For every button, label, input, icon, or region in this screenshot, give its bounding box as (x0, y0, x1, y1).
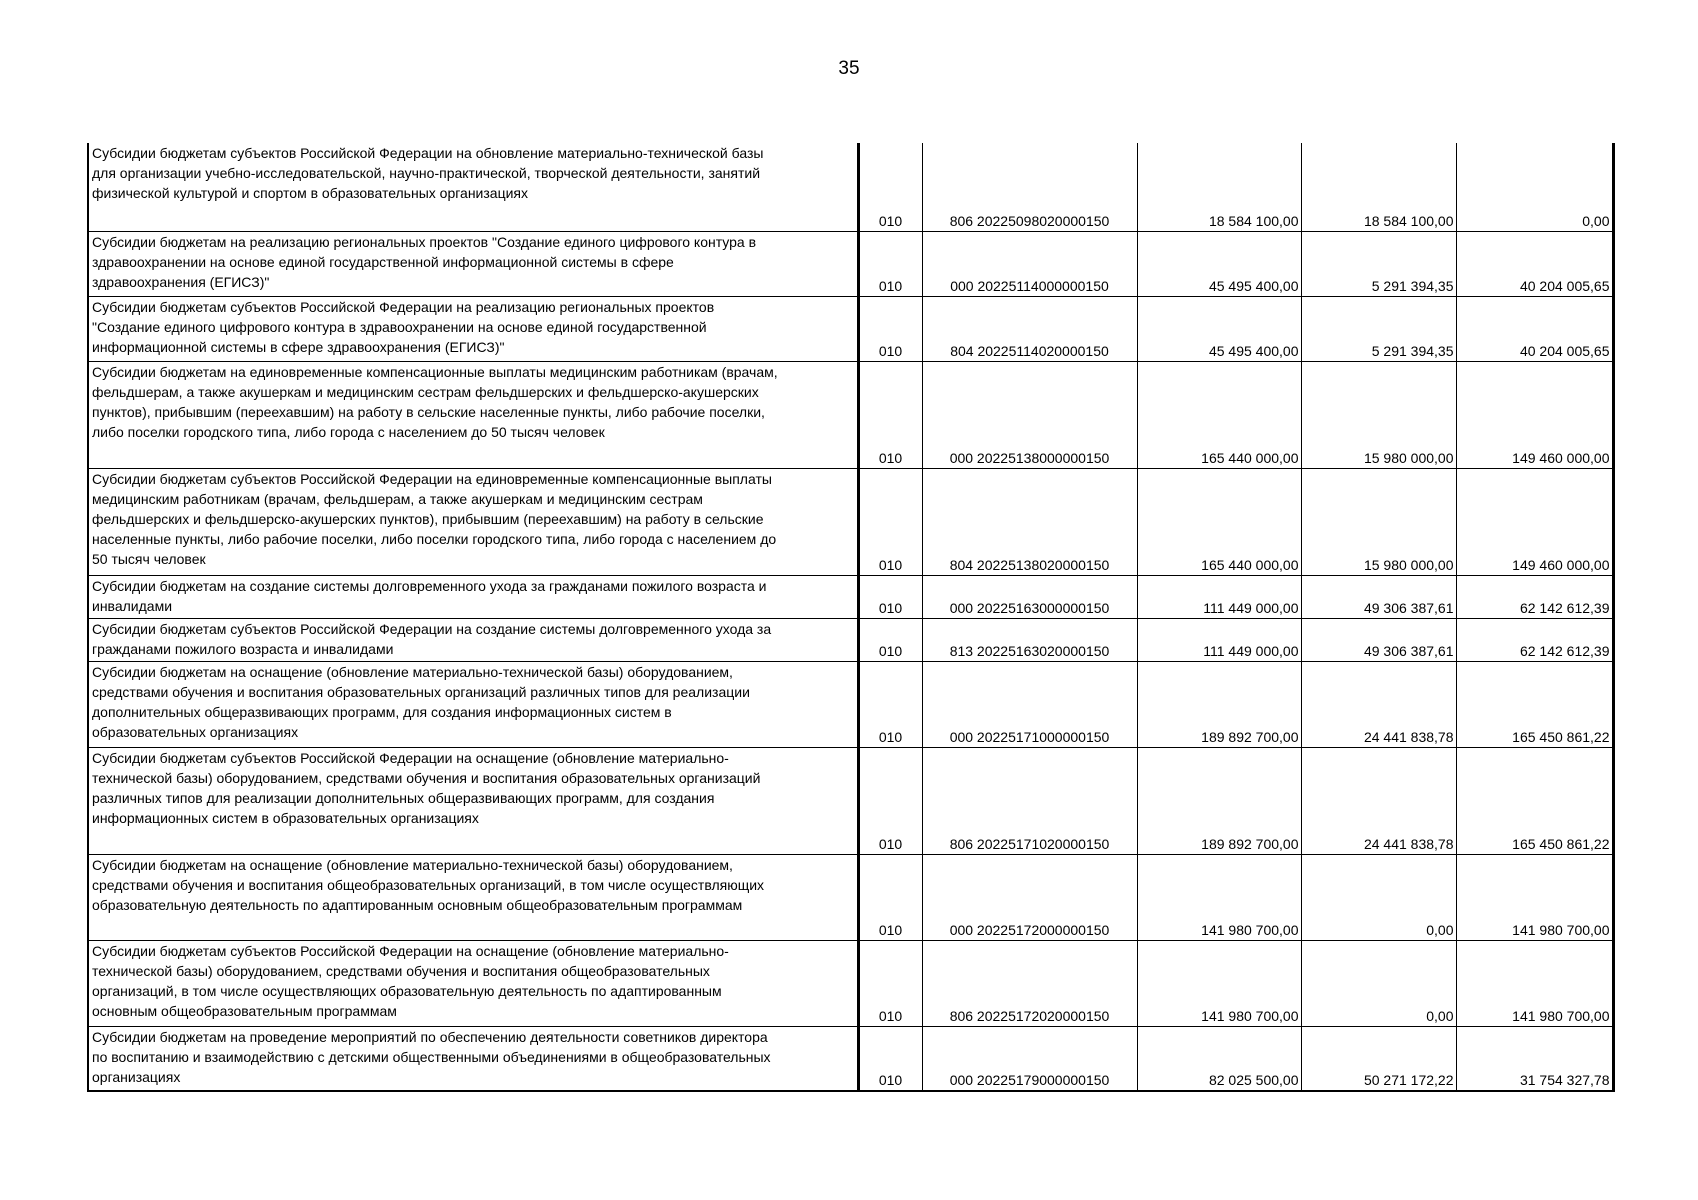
row-line-code: 010 (858, 940, 922, 1026)
table-row (88, 361, 1613, 468)
row-approved-amount: 141 980 700,00 (1137, 940, 1301, 1026)
row-line-code: 010 (858, 854, 922, 940)
row-executed-amount: 49 306 387,61 (1301, 575, 1456, 618)
row-executed-amount: 15 980 000,00 (1301, 361, 1456, 468)
row-description: Субсидии бюджетам на реализацию региональных проектов "Создание единого цифрового контура в здравоохранении на основе единой государственной информационной системы в сфере здравоохранения (ЕГИСЗ)" (88, 231, 858, 296)
row-budget-code: 000 20225179000000150 (922, 1026, 1137, 1091)
row-approved-amount: 189 892 700,00 (1137, 661, 1301, 747)
row-description: Субсидии бюджетам на оснащение (обновление материально-технической базы) оборудованием, средствами обучения и воспитания образовательных организаций различных типов для реализации дополнительных общеразвивающих программ, для создания информационных систем в образовательных организациях (88, 661, 858, 747)
row-approved-amount: 165 440 000,00 (1137, 361, 1301, 468)
table-row (88, 1026, 1613, 1091)
row-executed-amount: 5 291 394,35 (1301, 296, 1456, 361)
row-budget-code: 806 20225098020000150 (922, 143, 1137, 231)
row-budget-code: 000 20225138000000150 (922, 361, 1137, 468)
row-description: Субсидии бюджетам субъектов Российской Федерации на оснащение (обновление материально- технической базы) оборудованием, средствами обучения и воспитания общеобразовательных организаций, в том числе осуществляющих образовательную деятельность по адаптированным основным общеобразовательным программам (88, 940, 858, 1026)
row-approved-amount: 111 449 000,00 (1137, 618, 1301, 661)
row-executed-amount: 5 291 394,35 (1301, 231, 1456, 296)
row-unexecuted-amount: 40 204 005,65 (1456, 231, 1613, 296)
table-row (88, 618, 1613, 661)
row-budget-code: 806 20225171020000150 (922, 747, 1137, 854)
table-row (88, 231, 1613, 296)
row-unexecuted-amount: 165 450 861,22 (1456, 747, 1613, 854)
row-unexecuted-amount: 149 460 000,00 (1456, 361, 1613, 468)
row-unexecuted-amount: 141 980 700,00 (1456, 940, 1613, 1026)
row-unexecuted-amount: 165 450 861,22 (1456, 661, 1613, 747)
row-line-code: 010 (858, 1026, 922, 1091)
row-approved-amount: 82 025 500,00 (1137, 1026, 1301, 1091)
row-line-code: 010 (858, 296, 922, 361)
row-budget-code: 000 20225114000000150 (922, 231, 1137, 296)
row-budget-code: 813 20225163020000150 (922, 618, 1137, 661)
row-executed-amount: 0,00 (1301, 940, 1456, 1026)
row-approved-amount: 45 495 400,00 (1137, 296, 1301, 361)
table-row (88, 854, 1613, 940)
row-unexecuted-amount: 0,00 (1456, 143, 1613, 231)
row-executed-amount: 24 441 838,78 (1301, 661, 1456, 747)
row-budget-code: 000 20225171000000150 (922, 661, 1137, 747)
row-unexecuted-amount: 141 980 700,00 (1456, 854, 1613, 940)
row-executed-amount: 0,00 (1301, 854, 1456, 940)
table-row (88, 575, 1613, 618)
row-line-code: 010 (858, 575, 922, 618)
row-budget-code: 000 20225172000000150 (922, 854, 1137, 940)
row-description: Субсидии бюджетам на единовременные компенсационные выплаты медицинским работникам (врачам, фельдшерам, а также акушеркам и медицинским сестрам фельдшерских и фельдшерско-акушерских пунктов), прибывшим (переехавшим) на работу в сельские населенные пункты, либо рабочие поселки, либо поселки городского типа, либо города с населением до 50 тысяч человек (88, 361, 858, 468)
table-row (88, 296, 1613, 361)
row-unexecuted-amount: 31 754 327,78 (1456, 1026, 1613, 1091)
table-row (88, 468, 1613, 575)
row-unexecuted-amount: 40 204 005,65 (1456, 296, 1613, 361)
row-executed-amount: 24 441 838,78 (1301, 747, 1456, 854)
page-number: 35 (838, 58, 860, 79)
row-approved-amount: 165 440 000,00 (1137, 468, 1301, 575)
row-description: Субсидии бюджетам на создание системы долговременного ухода за гражданами пожилого возраста и инвалидами (88, 575, 858, 618)
row-executed-amount: 18 584 100,00 (1301, 143, 1456, 231)
row-description: Субсидии бюджетам субъектов Российской Федерации на единовременные компенсационные выплаты медицинским работникам (врачам, фельдшерам, а также акушеркам и медицинским сестрам фельдшерских и фельдшерско-акушерских пунктов), прибывшим (переехавшим) на работу в сельские населенные пункты, либо рабочие поселки, либо поселки городского типа, либо города с населением до 50 тысяч человек (88, 468, 858, 575)
row-line-code: 010 (858, 361, 922, 468)
row-unexecuted-amount: 62 142 612,39 (1456, 618, 1613, 661)
row-executed-amount: 15 980 000,00 (1301, 468, 1456, 575)
row-unexecuted-amount: 62 142 612,39 (1456, 575, 1613, 618)
row-description: Субсидии бюджетам субъектов Российской Федерации на реализацию региональных проектов "Создание единого цифрового контура в здравоохранении на основе единой государственной информационной системы в сфере здравоохранения (ЕГИСЗ)" (88, 296, 858, 361)
report-table (87, 143, 1615, 1092)
row-description: Субсидии бюджетам на проведение мероприятий по обеспечению деятельности советников директора по воспитанию и взаимодействию с детскими общественными объединениями в общеобразовательных организациях (88, 1026, 858, 1091)
row-description: Субсидии бюджетам субъектов Российской Федерации на создание системы долговременного ухода за гражданами пожилого возраста и инвалидами (88, 618, 858, 661)
row-line-code: 010 (858, 661, 922, 747)
row-budget-code: 804 20225114020000150 (922, 296, 1137, 361)
row-description: Субсидии бюджетам субъектов Российской Федерации на оснащение (обновление материально- технической базы) оборудованием, средствами обучения и воспитания образовательных организаций различных типов для реализации дополнительных общеразвивающих программ, для создания информационных систем в образовательных организациях (88, 747, 858, 854)
row-approved-amount: 189 892 700,00 (1137, 747, 1301, 854)
row-description: Субсидии бюджетам на оснащение (обновление материально-технической базы) оборудованием, средствами обучения и воспитания общеобразовательных организаций, в том числе осуществляющих образовательную деятельность по адаптированным основным общеобразовательным программам (88, 854, 858, 940)
table-row (88, 747, 1613, 854)
row-description: Субсидии бюджетам субъектов Российской Федерации на обновление материально-технической базы для организации учебно-исследовательской, научно-практической, творческой деятельности, занятий физической культурой и спортом в образовательных организациях (88, 143, 858, 231)
row-executed-amount: 50 271 172,22 (1301, 1026, 1456, 1091)
row-approved-amount: 45 495 400,00 (1137, 231, 1301, 296)
row-line-code: 010 (858, 231, 922, 296)
row-budget-code: 806 20225172020000150 (922, 940, 1137, 1026)
row-approved-amount: 141 980 700,00 (1137, 854, 1301, 940)
table-row (88, 940, 1613, 1026)
row-budget-code: 804 20225138020000150 (922, 468, 1137, 575)
row-budget-code: 000 20225163000000150 (922, 575, 1137, 618)
row-unexecuted-amount: 149 460 000,00 (1456, 468, 1613, 575)
row-approved-amount: 18 584 100,00 (1137, 143, 1301, 231)
row-line-code: 010 (858, 747, 922, 854)
row-approved-amount: 111 449 000,00 (1137, 575, 1301, 618)
row-line-code: 010 (858, 618, 922, 661)
row-line-code: 010 (858, 143, 922, 231)
table-row (88, 143, 1613, 231)
table-row (88, 661, 1613, 747)
row-line-code: 010 (858, 468, 922, 575)
row-executed-amount: 49 306 387,61 (1301, 618, 1456, 661)
